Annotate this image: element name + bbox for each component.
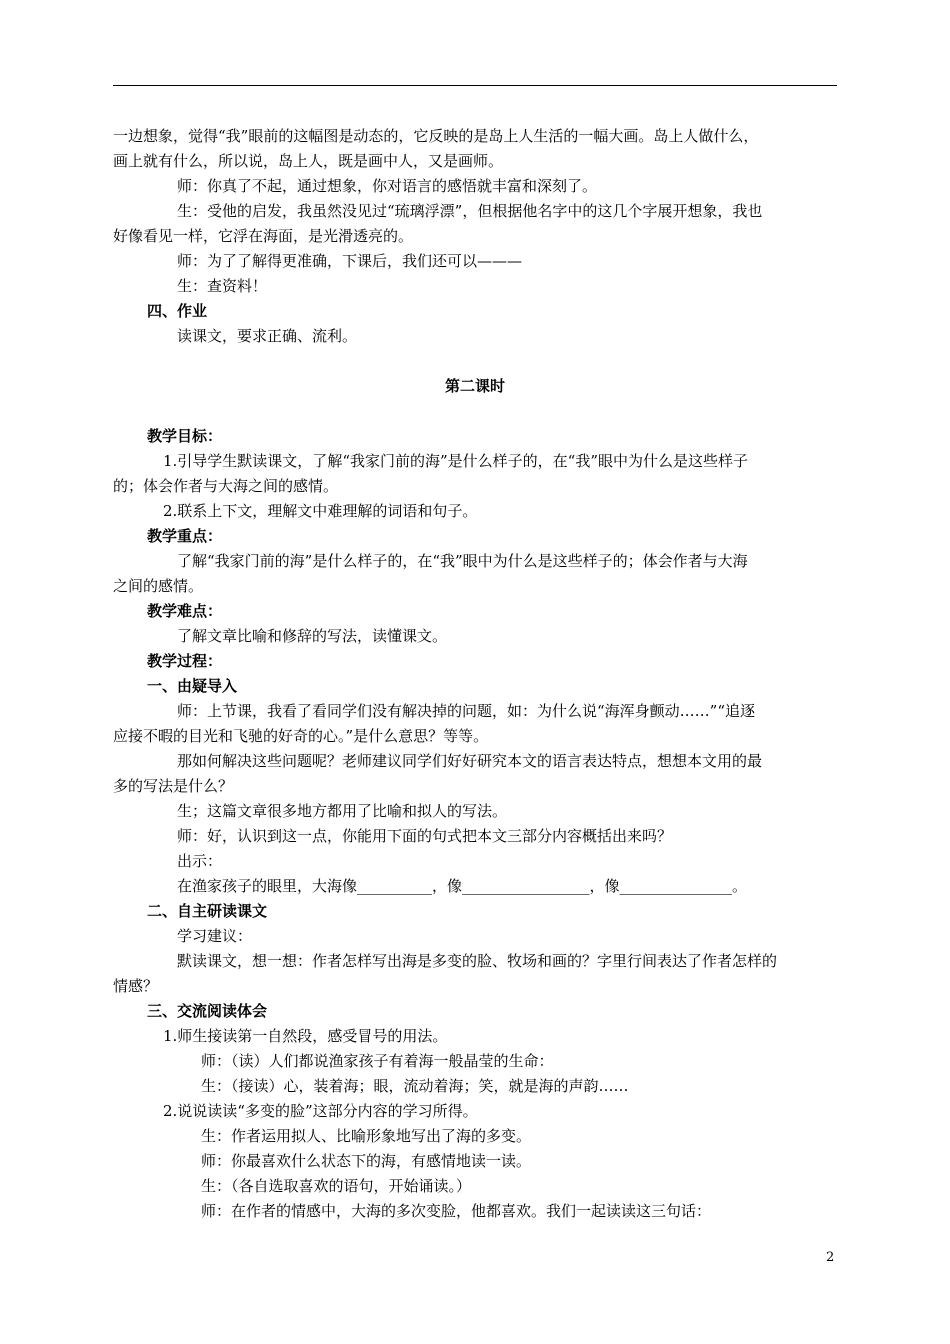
student-line: 生：作者运用拟人、比喻形象地写出了海的多变。 [201, 1127, 532, 1145]
paragraph-line: 默读课文，想一想：作者怎样写出海是多变的脸、牧场和画的？字里行间表达了作者怎样的 [177, 952, 778, 970]
teacher-line: 师：（读）人们都说渔家孩子有着海一般晶莹的生命： [201, 1052, 554, 1070]
page-number: 2 [826, 1250, 835, 1265]
difficulty-heading: 教学难点： [147, 602, 223, 620]
section-heading: 三、交流阅读体会 [147, 1002, 268, 1020]
lesson-title: 第二课时 [444, 377, 505, 395]
student-line: 生：（各自选取喜欢的语句，开始诵读。） [201, 1177, 472, 1195]
numbered-item: 1.师生接读第一自然段，感受冒号的用法。 [163, 1027, 448, 1045]
section-heading: 一、由疑导入 [147, 677, 238, 695]
teacher-line: 师：在作者的情感中，大海的多次变脸，他都喜欢。我们一起读读这三句话： [201, 1202, 712, 1220]
teacher-line: 师：为了了解得更准确，下课后，我们还可以——— [177, 252, 523, 270]
key-text: 了解“我家门前的海”是什么样子的，在“我”眼中为什么是这些样子的；体会作者与大海 [177, 552, 748, 570]
teacher-line: 师：上节课，我看了看同学们没有解决掉的问题，如：为什么说“海浑身颤动……”“追逐 [177, 702, 756, 720]
goal-item: 2.联系上下文，理解文中难理解的词语和句子。 [163, 502, 478, 520]
teacher-line-cont: 应接不暇的目光和飞驰的好奇的心。”是什么意思？等等。 [113, 727, 489, 745]
paragraph-line: 那如何解决这些问题呢？老师建议同学们好好研究本文的语言表达特点，想想本文用的最 [177, 752, 763, 770]
student-line: 生：受他的启发，我虽然没见过“琉璃浮漂”，但根据他名字中的这几个字展开想象，我也 [177, 202, 763, 220]
student-line: 生：查资料！ [177, 277, 268, 295]
key-text-cont: 之间的感情。 [113, 577, 204, 595]
show-label: 出示： [177, 852, 223, 870]
difficulty-text: 了解文章比喻和修辞的写法，读懂课文。 [177, 627, 448, 645]
homework-heading: 四、作业 [147, 302, 208, 320]
numbered-item: 2.说说读读“多变的脸”这部分内容的学习所得。 [163, 1102, 478, 1120]
goals-heading: 教学目标： [147, 427, 223, 445]
student-line: 生；这篇文章很多地方都用了比喻和拟人的写法。 [177, 802, 508, 820]
fill-in-sentence: 在渔家孩子的眼里，大海像__________，像_________________，像_______________。 [177, 877, 748, 895]
paragraph-line: 一边想象，觉得“我”眼前的这幅图是动态的，它反映的是岛上人生活的一幅大画。岛上人做什么， [113, 127, 759, 145]
section-heading: 二、自主研读课文 [147, 902, 268, 920]
teacher-line: 师：你最喜欢什么状态下的海，有感情地读一读。 [201, 1152, 532, 1170]
student-line: 生：（接读）心，装着海；眼，流动着海；笑，就是海的声韵…… [201, 1077, 629, 1095]
header-rule [113, 85, 837, 86]
paragraph-line: 学习建议： [177, 927, 253, 945]
process-heading: 教学过程： [147, 652, 223, 670]
student-line-cont: 好像看见一样，它浮在海面，是光滑透亮的。 [113, 227, 414, 245]
key-heading: 教学重点： [147, 527, 223, 545]
teacher-line: 师：好，认识到这一点，你能用下面的句式把本文三部分内容概括出来吗？ [177, 827, 673, 845]
paragraph-line: 画上就有什么，所以说，岛上人，既是画中人，又是画师。 [113, 152, 504, 170]
goal-item: 1.引导学生默读课文，了解“我家门前的海”是什么样子的，在“我”眼中为什么是这些样子 [163, 452, 748, 470]
goal-item-cont: 的；体会作者与大海之间的感情。 [113, 477, 339, 495]
teacher-line: 师：你真了不起，通过想象，你对语言的感悟就丰富和深刻了。 [177, 177, 598, 195]
homework-text: 读课文，要求正确、流利。 [177, 327, 358, 345]
paragraph-line-cont: 多的写法是什么？ [113, 777, 234, 795]
paragraph-line-cont: 情感？ [113, 977, 159, 995]
